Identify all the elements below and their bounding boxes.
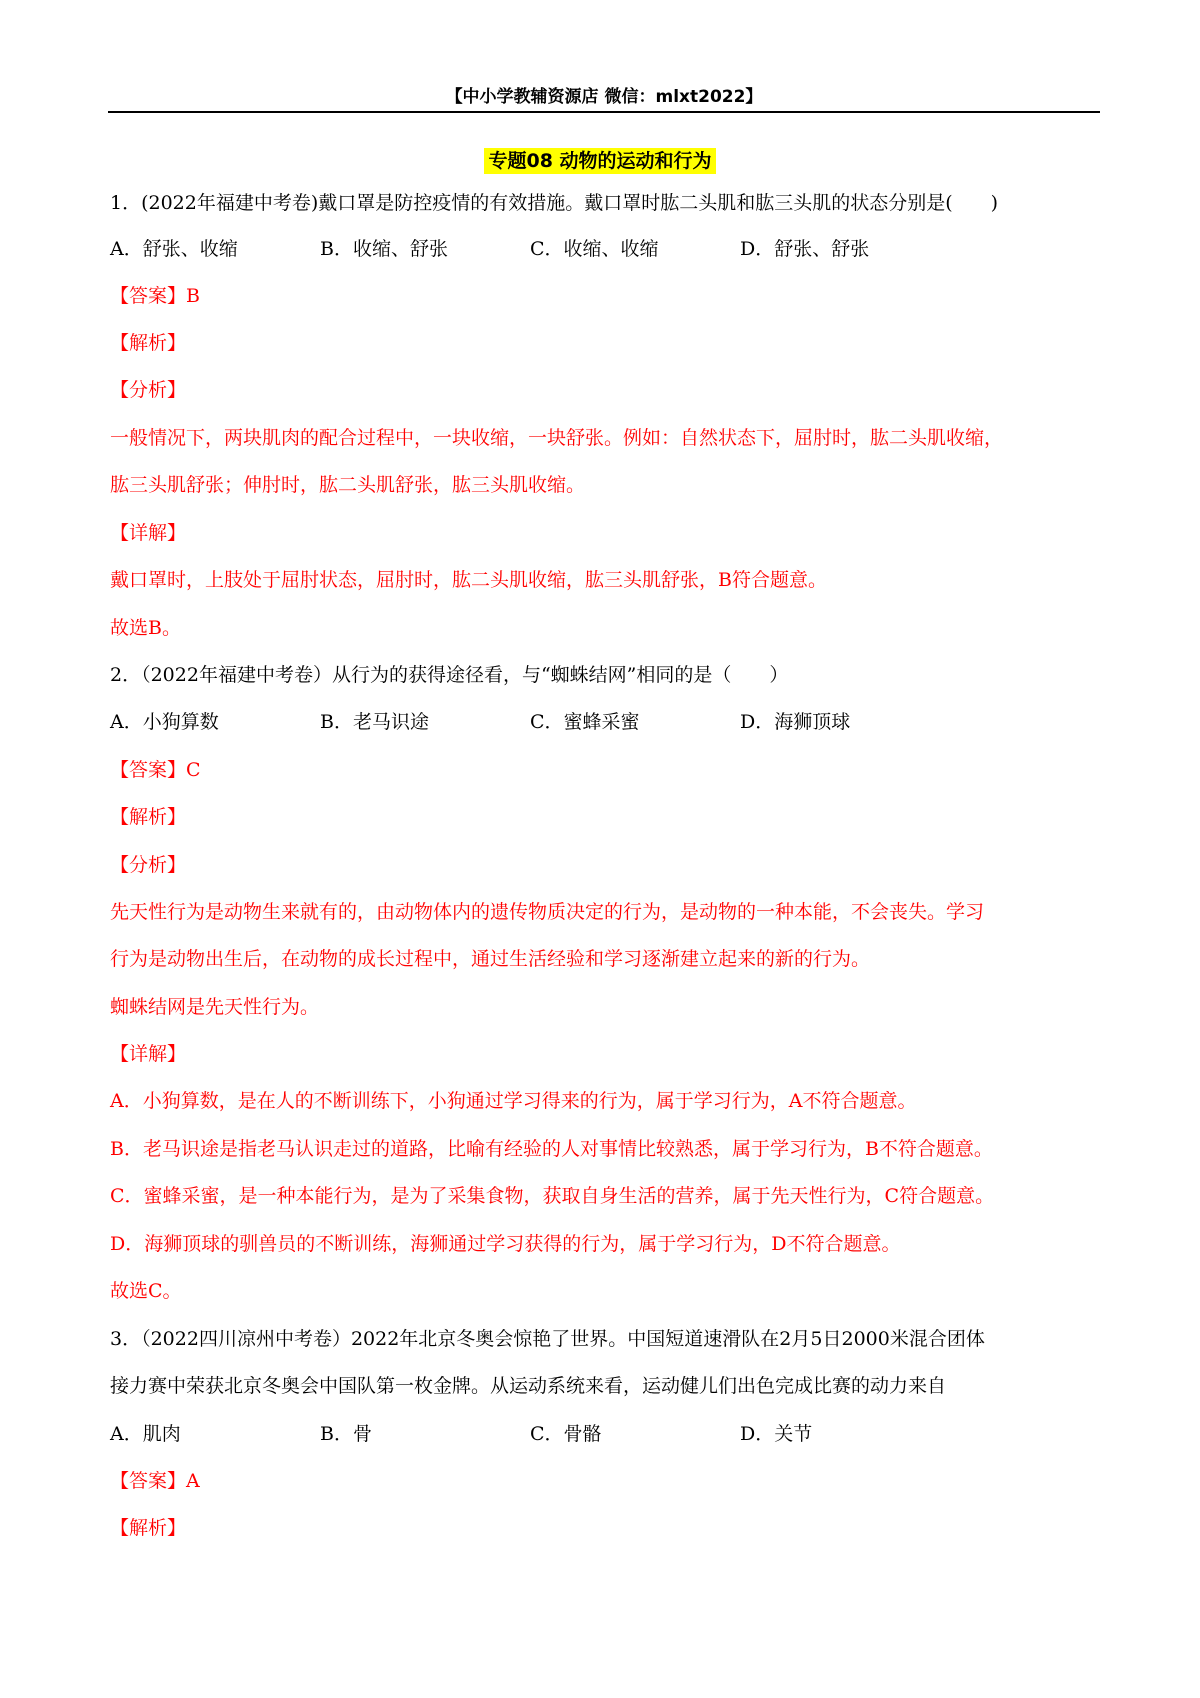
q3-option-a: A．肌肉 — [110, 1423, 181, 1445]
q2-option-a: A．小狗算数 — [110, 711, 219, 733]
q2-detail-line: C．蜜蜂采蜜，是一种本能行为，是为了采集食物，获取自身生活的营养，属于先天性行为，C符合题意。 — [110, 1185, 995, 1207]
q3-stem-line: 3．（2022四川凉州中考卷）2022年北京冬奥会惊艳了世界。中国短道速滑队在2月5日2000米混合团体 — [110, 1328, 985, 1350]
q2-option-c: C．蜜蜂采蜜 — [530, 711, 640, 733]
q2-analysis-line: 蜘蛛结网是先天性行为。 — [110, 996, 320, 1018]
q1-answer: 【答案】B — [110, 285, 200, 307]
q1-detail-line: 故选B。 — [110, 617, 181, 639]
q1-detail-line: 戴口罩时，上肢处于屈肘状态，屈肘时，肱二头肌收缩，肱三头肌舒张，B符合题意。 — [110, 569, 827, 591]
q2-stem: 2．（2022年福建中考卷）从行为的获得途径看，与“蜘蛛结网”相同的是（ ） — [110, 664, 789, 686]
q1-option-b: B．收缩、舒张 — [320, 238, 448, 260]
header-divider — [108, 111, 1100, 113]
q3-option-b: B．骨 — [320, 1423, 372, 1445]
q2-option-b: B．老马识途 — [320, 711, 429, 733]
q3-jiexi-label: 【解析】 — [110, 1517, 187, 1539]
q2-option-d: D．海狮顶球 — [740, 711, 851, 733]
q2-fenxi-label: 【分析】 — [110, 854, 187, 876]
q2-jiexi-label: 【解析】 — [110, 806, 187, 828]
q2-detail-line: A．小狗算数，是在人的不断训练下，小狗通过学习得来的行为，属于学习行为，A不符合题意。 — [110, 1090, 917, 1112]
q2-analysis-line: 先天性行为是动物生来就有的，由动物体内的遗传物质决定的行为，是动物的一种本能，不会丧失。学习 — [110, 901, 985, 923]
q2-detail-line: D．海狮顶球的驯兽员的不断训练，海狮通过学习获得的行为，属于学习行为，D不符合题意。 — [110, 1233, 901, 1255]
q1-jiexi-label: 【解析】 — [110, 332, 187, 354]
q1-option-d: D．舒张、舒张 — [740, 238, 870, 260]
q1-analysis-line: 肱三头肌舒张；伸肘时，肱二头肌舒张，肱三头肌收缩。 — [110, 474, 586, 496]
q3-option-d: D．关节 — [740, 1423, 813, 1445]
q2-answer: 【答案】C — [110, 759, 201, 781]
page-title: 专题08 动物的运动和行为 — [484, 148, 715, 174]
page-header: 【中小学教辅资源店 微信：mlxt2022】 — [445, 87, 763, 107]
q1-stem: 1．(2022年福建中考卷)戴口罩是防控疫情的有效措施。戴口罩时肱二头肌和肱三头肌的状态分别是( ) — [110, 192, 999, 214]
q1-xiangjie-label: 【详解】 — [110, 522, 187, 544]
q2-xiangjie-label: 【详解】 — [110, 1043, 187, 1065]
q3-option-c: C．骨骼 — [530, 1423, 602, 1445]
q3-stem-line: 接力赛中荣获北京冬奥会中国队第一枚金牌。从运动系统来看，运动健儿们出色完成比赛的动力来自 — [110, 1375, 947, 1397]
q2-detail-line: 故选C。 — [110, 1280, 182, 1302]
q1-option-a: A．舒张、收缩 — [110, 238, 238, 260]
q1-fenxi-label: 【分析】 — [110, 379, 187, 401]
q2-analysis-line: 行为是动物出生后，在动物的成长过程中，通过生活经验和学习逐渐建立起来的新的行为。 — [110, 948, 871, 970]
q3-answer: 【答案】A — [110, 1470, 200, 1492]
q2-detail-line: B．老马识途是指老马认识走过的道路，比喻有经验的人对事情比较熟悉，属于学习行为，B不符合题意。 — [110, 1138, 993, 1160]
q1-analysis-line: 一般情况下，两块肌肉的配合过程中，一块收缩，一块舒张。例如：自然状态下，屈肘时，肱二头肌收缩， — [110, 427, 1004, 449]
title-row — [0, 146, 1200, 173]
q1-option-c: C．收缩、收缩 — [530, 238, 659, 260]
